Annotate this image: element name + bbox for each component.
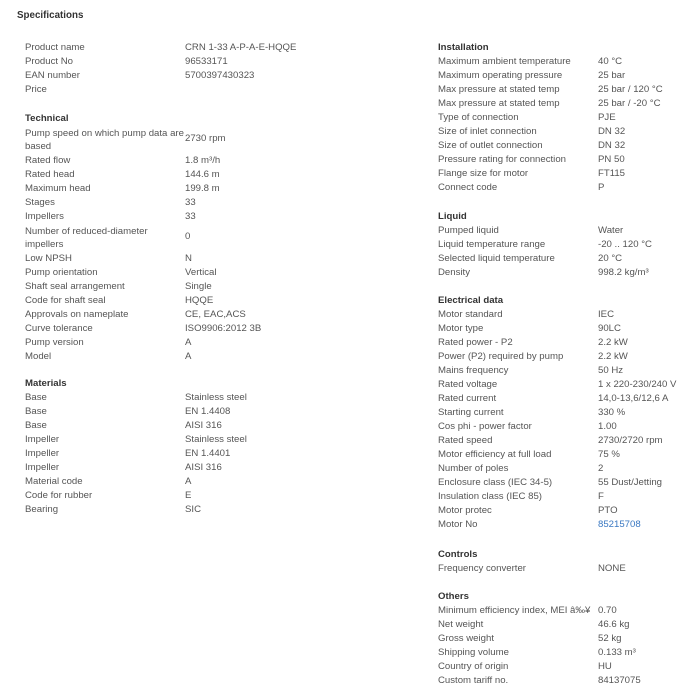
spec-value-link[interactable]: 85215708 xyxy=(598,519,641,530)
spec-label: Code for rubber xyxy=(25,490,93,501)
spec-value: FT115 xyxy=(598,168,626,179)
spec-value: 2 xyxy=(598,463,604,474)
spec-label: Number of poles xyxy=(438,463,509,474)
spec-label: Pressure rating for connection xyxy=(438,154,566,165)
spec-label: Motor No xyxy=(438,519,478,530)
spec-value: P xyxy=(598,182,605,193)
spec-label: Impellers xyxy=(25,211,64,222)
spec-value: 2730 rpm xyxy=(185,133,226,144)
spec-value: DN 32 xyxy=(598,140,626,151)
spec-value: A xyxy=(185,476,192,487)
spec-value: PN 50 xyxy=(598,154,625,165)
spec-value: 33 xyxy=(185,211,196,222)
spec-label: Stages xyxy=(25,197,55,208)
spec-label: Country of origin xyxy=(438,661,509,672)
spec-value: 33 xyxy=(185,197,196,208)
spec-label: Impeller xyxy=(25,462,60,473)
spec-value: Vertical xyxy=(185,267,217,278)
spec-value: 46.6 kg xyxy=(598,619,630,630)
spec-value: 14,0-13,6/12,6 A xyxy=(598,393,669,404)
spec-label: Minimum efficiency index, MEI â‰¥ xyxy=(438,605,591,616)
spec-label: Connect code xyxy=(438,182,498,193)
spec-label: Low NPSH xyxy=(25,253,72,264)
spec-value: 330 % xyxy=(598,407,626,418)
spec-label: Approvals on nameplate xyxy=(25,309,129,320)
spec-value: 50 Hz xyxy=(598,365,624,376)
spec-label: Pump orientation xyxy=(25,267,98,278)
spec-value: 1.8 m³/h xyxy=(185,155,221,166)
spec-value: 144.6 m xyxy=(185,169,220,180)
spec-label: Bearing xyxy=(25,504,59,515)
spec-label: Density xyxy=(438,267,470,278)
spec-value: Stainless steel xyxy=(185,434,247,445)
spec-value: 2.2 kW xyxy=(598,351,628,362)
spec-label: Rated voltage xyxy=(438,379,498,390)
spec-label: Rated power - P2 xyxy=(438,337,513,348)
spec-value: 96533171 xyxy=(185,56,228,67)
spec-label: Pump speed on which pump data are based xyxy=(25,128,184,152)
spec-value: SIC xyxy=(185,504,201,515)
spec-value: 40 °C xyxy=(598,56,623,67)
spec-value: Water xyxy=(598,225,624,236)
spec-value: EN 1.4408 xyxy=(185,406,231,417)
section-title-electrical: Electrical data xyxy=(438,295,504,306)
spec-value: IEC xyxy=(598,309,614,320)
spec-label: Size of inlet connection xyxy=(438,126,537,137)
spec-value: DN 32 xyxy=(598,126,626,137)
spec-label: Custom tariff no. xyxy=(438,675,509,686)
spec-value: 2730/2720 rpm xyxy=(598,435,663,446)
spec-label: Gross weight xyxy=(438,633,494,644)
spec-label: Selected liquid temperature xyxy=(438,253,555,264)
spec-value: A xyxy=(185,337,192,348)
spec-label: Mains frequency xyxy=(438,365,509,376)
spec-value: Stainless steel xyxy=(185,392,247,403)
spec-label: Code for shaft seal xyxy=(25,295,106,306)
spec-label: Enclosure class (IEC 34-5) xyxy=(438,477,553,488)
spec-value: A xyxy=(185,351,192,362)
spec-label: Rated current xyxy=(438,393,497,404)
spec-value: 25 bar / 120 °C xyxy=(598,84,663,95)
spec-label: Rated head xyxy=(25,169,75,180)
spec-label: Cos phi - power factor xyxy=(438,421,532,432)
spec-value: 90LC xyxy=(598,323,621,334)
spec-value: CRN 1-33 A-P-A-E-HQQE xyxy=(185,42,297,53)
spec-label: Base xyxy=(25,406,47,417)
spec-label: Impeller xyxy=(25,448,60,459)
spec-label: Frequency converter xyxy=(438,563,526,574)
spec-label: Product name xyxy=(25,42,85,53)
spec-value: 0.70 xyxy=(598,605,617,616)
spec-value: 998.2 kg/m³ xyxy=(598,267,649,278)
spec-label: Max pressure at stated temp xyxy=(438,98,560,109)
spec-label: Rated speed xyxy=(438,435,493,446)
section-title-others: Others xyxy=(438,591,469,602)
spec-label: Max pressure at stated temp xyxy=(438,84,560,95)
spec-value: 75 % xyxy=(598,449,620,460)
spec-label: Number of reduced-diameter impellers xyxy=(25,226,148,250)
spec-value: CE, EAC,ACS xyxy=(185,309,246,320)
spec-label: Type of connection xyxy=(438,112,519,123)
spec-label: Shipping volume xyxy=(438,647,509,658)
spec-value: HQQE xyxy=(185,295,214,306)
spec-label: Base xyxy=(25,392,47,403)
spec-value: NONE xyxy=(598,563,626,574)
spec-label: Model xyxy=(25,351,52,362)
spec-value: EN 1.4401 xyxy=(185,448,231,459)
spec-label: Flange size for motor xyxy=(438,168,529,179)
spec-value: ISO9906:2012 3B xyxy=(185,323,262,334)
spec-value: AISI 316 xyxy=(185,420,222,431)
spec-value: AISI 316 xyxy=(185,462,222,473)
spec-label: Maximum ambient temperature xyxy=(438,56,571,67)
spec-label: Maximum operating pressure xyxy=(438,70,563,81)
spec-value: HU xyxy=(598,661,612,672)
spec-label: Motor protec xyxy=(438,505,492,516)
spec-value: E xyxy=(185,490,192,501)
spec-label: EAN number xyxy=(25,70,80,81)
spec-label: Maximum head xyxy=(25,183,91,194)
spec-label: Product No xyxy=(25,56,73,67)
spec-label: Liquid temperature range xyxy=(438,239,546,250)
spec-label: Curve tolerance xyxy=(25,323,93,334)
spec-label: Motor type xyxy=(438,323,484,334)
page-title: Specifications xyxy=(17,10,84,21)
spec-label: Size of outlet connection xyxy=(438,140,543,151)
spec-label: Pump version xyxy=(25,337,84,348)
section-title-liquid: Liquid xyxy=(438,211,467,222)
spec-label: Motor standard xyxy=(438,309,503,320)
spec-label: Motor efficiency at full load xyxy=(438,449,552,460)
spec-label: Shaft seal arrangement xyxy=(25,281,125,292)
section-title-materials: Materials xyxy=(25,378,67,389)
spec-value: 0.133 m³ xyxy=(598,647,636,658)
spec-value: -20 .. 120 °C xyxy=(598,239,652,250)
spec-value: 84137075 xyxy=(598,675,641,686)
spec-value: 1 x 220-230/240 V xyxy=(598,379,677,390)
spec-value: PJE xyxy=(598,112,616,123)
spec-value: 25 bar / -20 °C xyxy=(598,98,661,109)
spec-value: 199.8 m xyxy=(185,183,220,194)
spec-value: 55 Dust/Jetting xyxy=(598,477,662,488)
spec-value: N xyxy=(185,253,192,264)
spec-label: Rated flow xyxy=(25,155,71,166)
spec-label: Pumped liquid xyxy=(438,225,499,236)
spec-label: Net weight xyxy=(438,619,484,630)
spec-label: Price xyxy=(25,84,47,95)
spec-label: Impeller xyxy=(25,434,60,445)
section-title-controls: Controls xyxy=(438,549,478,560)
spec-value: 0 xyxy=(185,231,191,242)
spec-value: 20 °C xyxy=(598,253,623,264)
spec-label: Starting current xyxy=(438,407,504,418)
spec-value: 5700397430323 xyxy=(185,70,255,81)
spec-label: Material code xyxy=(25,476,83,487)
section-title-installation: Installation xyxy=(438,42,489,53)
spec-value: Single xyxy=(185,281,212,292)
spec-value: 52 kg xyxy=(598,633,622,644)
spec-value: PTO xyxy=(598,505,618,516)
spec-value: 2.2 kW xyxy=(598,337,628,348)
spec-value: 1.00 xyxy=(598,421,617,432)
section-title-technical: Technical xyxy=(25,113,69,124)
spec-value: 25 bar xyxy=(598,70,626,81)
spec-label: Insulation class (IEC 85) xyxy=(438,491,542,502)
spec-label: Base xyxy=(25,420,47,431)
spec-label: Power (P2) required by pump xyxy=(438,351,564,362)
spec-value: F xyxy=(598,491,604,502)
